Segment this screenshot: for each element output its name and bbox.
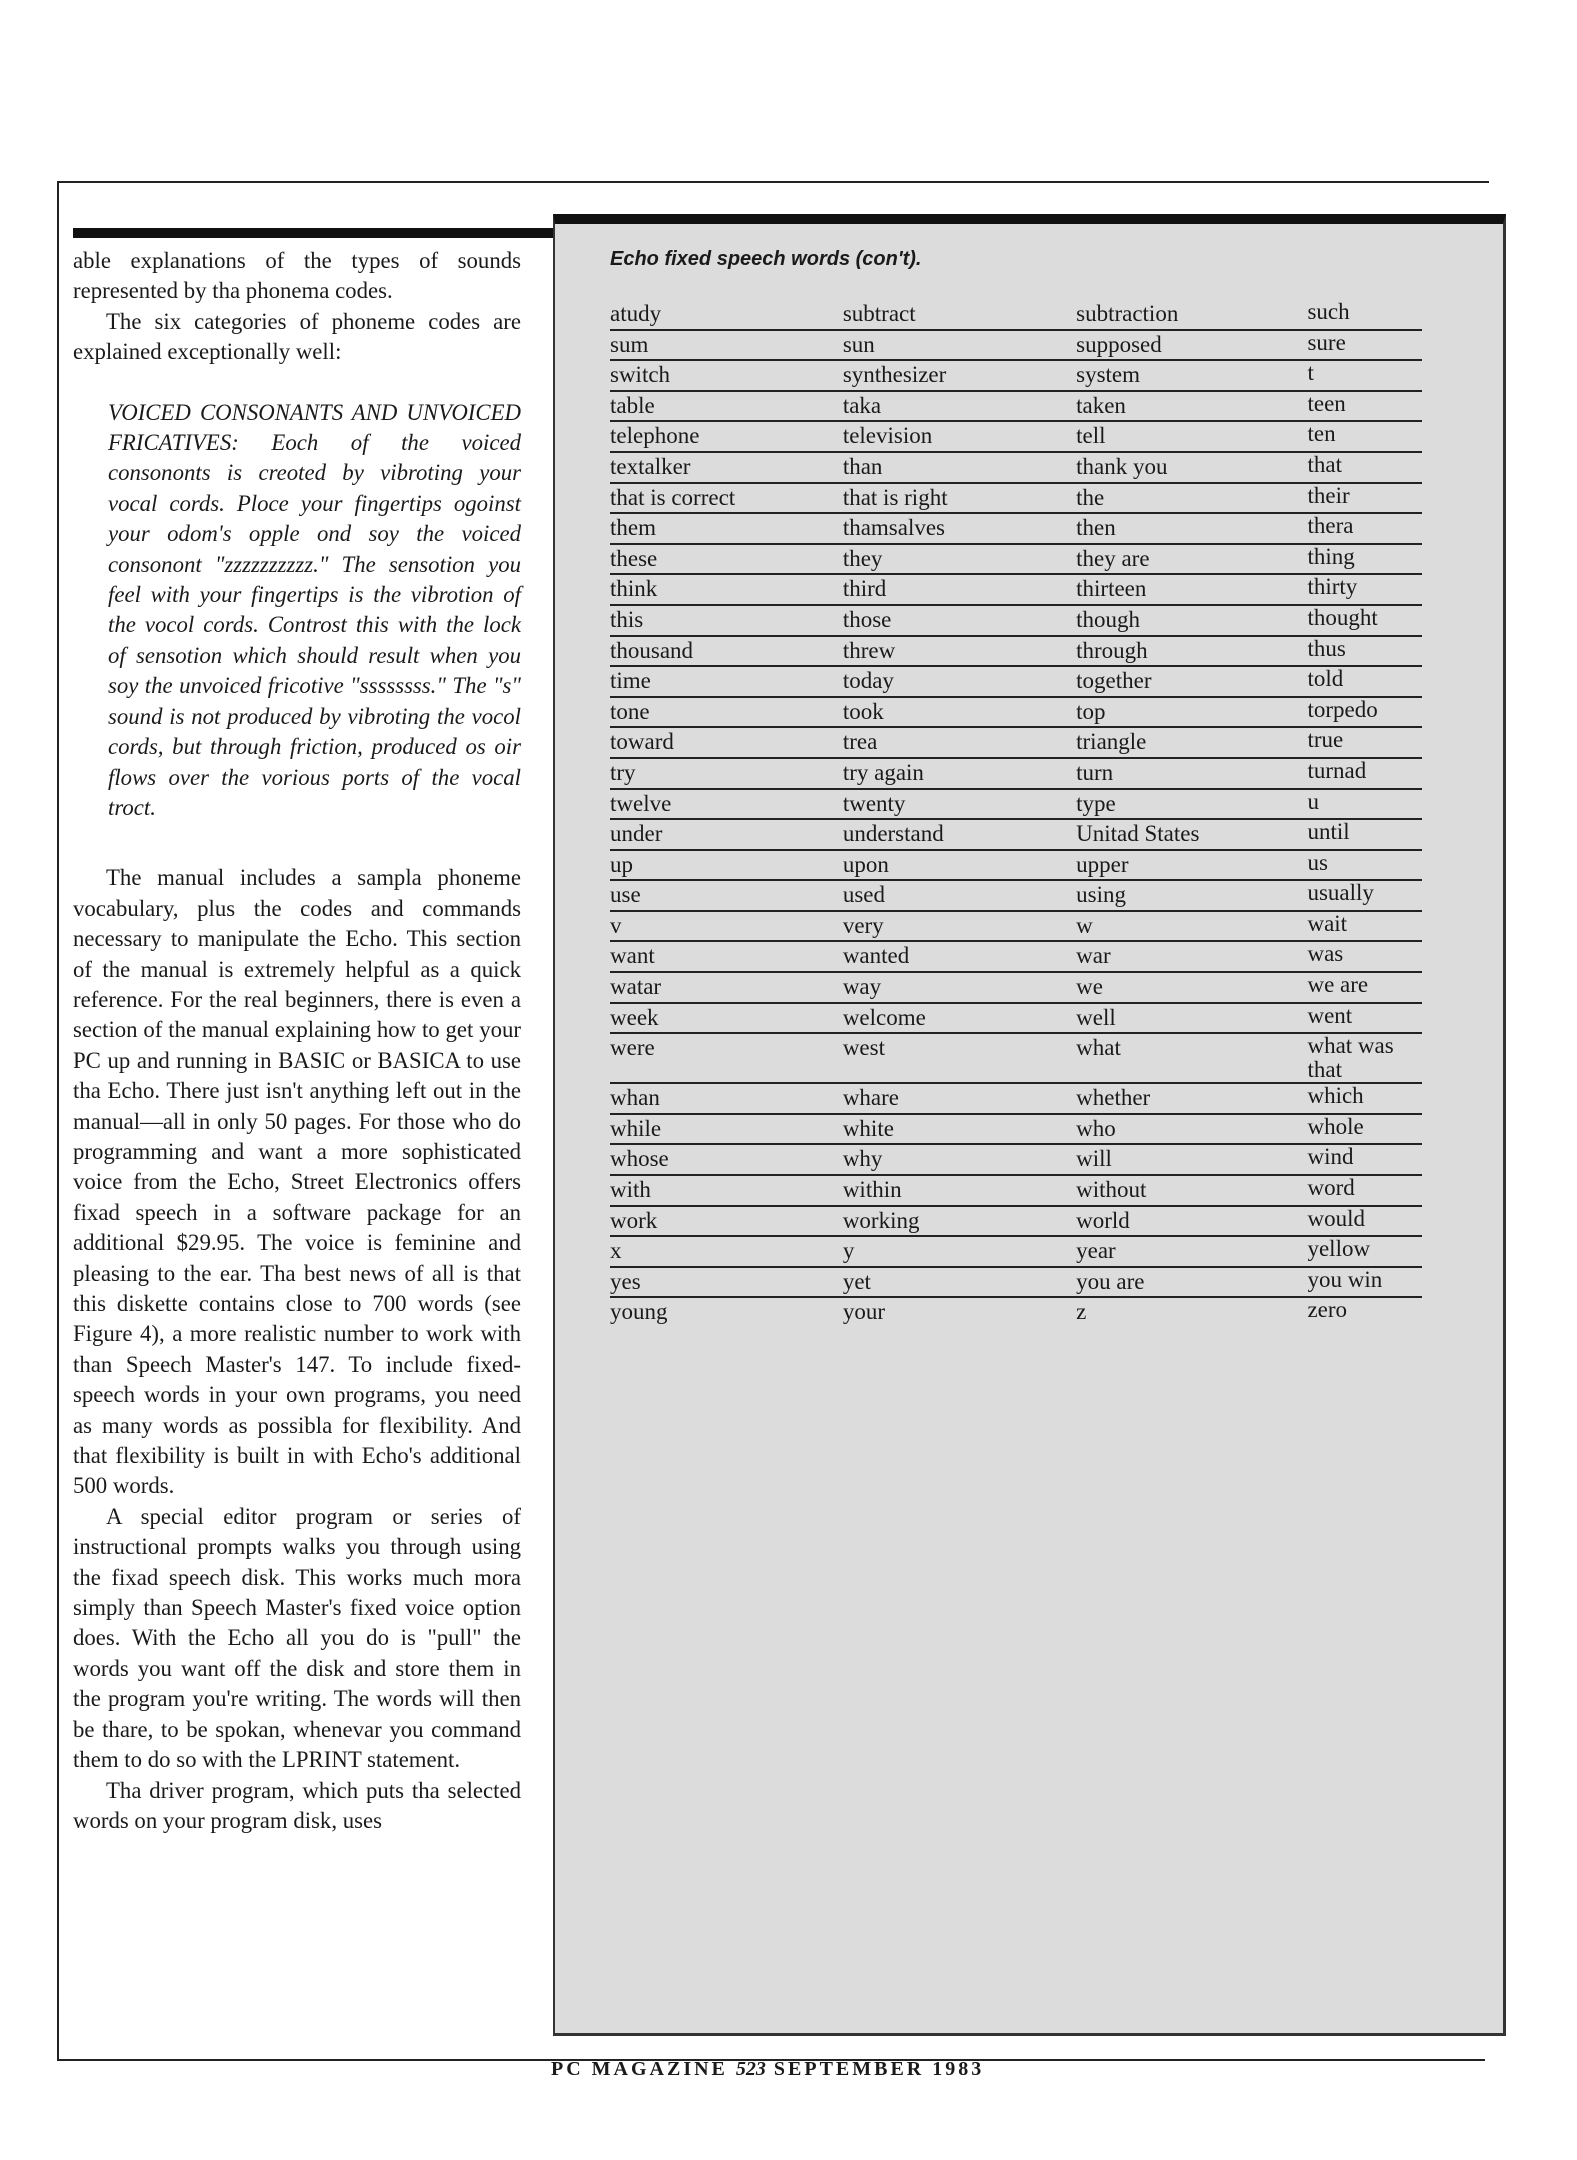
table-cell: understand xyxy=(843,819,1076,850)
table-cell: young xyxy=(610,1299,668,1325)
table-cell: us xyxy=(1307,850,1422,881)
table-cell: why xyxy=(843,1144,1076,1175)
table-cell: think xyxy=(610,574,843,605)
table-cell: whether xyxy=(1076,1083,1307,1114)
table-cell: war xyxy=(1076,941,1307,972)
table-cell: w xyxy=(1076,911,1307,942)
table-row xyxy=(610,452,1422,483)
table-row xyxy=(610,544,1422,575)
table-cell: week xyxy=(610,1003,843,1034)
table-cell: yes xyxy=(610,1267,843,1298)
table-cell: up xyxy=(610,850,843,881)
table-cell: wanted xyxy=(843,941,1076,972)
table-cell: use xyxy=(610,880,843,911)
table-cell: way xyxy=(843,972,1076,1003)
magazine-name: PC MAGAZINE xyxy=(551,2058,728,2080)
table-cell: t xyxy=(1307,360,1422,391)
table-cell: system xyxy=(1076,360,1307,391)
table-cell: which xyxy=(1307,1083,1422,1114)
table-cell: type xyxy=(1076,789,1307,820)
table-cell: wind xyxy=(1307,1144,1422,1175)
table-cell: year xyxy=(1076,1236,1307,1267)
table-row xyxy=(610,1033,1422,1083)
table-cell: thing xyxy=(1307,544,1422,575)
table-cell: television xyxy=(843,421,1076,452)
table-cell: what was that xyxy=(1307,1033,1422,1083)
table-cell: your xyxy=(842,1299,885,1325)
figure-panel xyxy=(553,214,1506,2036)
paragraph-3: The manual includes a sampla phoneme vocabulary, plus the codes and commands necessary to manipulate the Echo. This section of the manual is extremely helpful as a quick reference. For the real beginners, there is even a section of the manual explaining how to get your PC up and running in BASIC or BASICA to use tha Echo. There just isn't anything left out in the manual—all in only 50 pages. For those who do programming and want a more sophisticated voice from the Echo, Street Electronics offers fixad speech in a software package for an additional $29.95. The voice is feminine and pleasing to the ear. Tha best news of all is that this diskette contains close to 700 words (see Figure 4), a more realistic number to work with than Speech Master's 147. To include fixed-speech words in your own programs, you need as many words as possibla for flexibility. And that flexibility is built in with Echo's additional 500 words. xyxy=(73,865,521,1499)
table-cell: using xyxy=(1076,880,1307,911)
table-cell: top xyxy=(1076,697,1307,728)
table-cell: we xyxy=(1076,972,1307,1003)
paragraph-5: Tha driver program, which puts tha selected words on your program disk, uses xyxy=(73,1777,521,1833)
table-row xyxy=(610,1114,1422,1145)
table-cell: that is correct xyxy=(610,483,843,514)
table-cell: through xyxy=(1076,636,1307,667)
table-cell: until xyxy=(1307,819,1422,850)
table-cell: working xyxy=(843,1206,1076,1237)
table-cell: taka xyxy=(843,391,1076,422)
table-cell: than xyxy=(843,452,1076,483)
table-cell: sum xyxy=(610,330,843,361)
table-cell: world xyxy=(1076,1206,1307,1237)
table-row xyxy=(610,391,1422,422)
table-cell: synthesizer xyxy=(843,360,1076,391)
table-cell: these xyxy=(610,544,843,575)
table-cell: subtract xyxy=(843,300,1076,330)
table-cell: sun xyxy=(843,330,1076,361)
table-cell: time xyxy=(610,666,843,697)
table-cell: took xyxy=(843,697,1076,728)
table-cell: thirty xyxy=(1307,574,1422,605)
table-cell: y xyxy=(843,1236,1076,1267)
table-cell: trea xyxy=(843,727,1076,758)
table-row xyxy=(610,1236,1422,1267)
table-cell: what xyxy=(1076,1033,1307,1083)
table-cell: u xyxy=(1307,789,1422,820)
word-table xyxy=(610,300,1422,1327)
table-cell: Unitad States xyxy=(1076,819,1307,850)
table-cell: zero xyxy=(1307,1297,1348,1323)
paragraph-1: able explanations of the types of sounds represented by tha phonema codes. xyxy=(73,248,521,304)
table-cell: those xyxy=(843,605,1076,636)
table-row xyxy=(610,850,1422,881)
table-cell: want xyxy=(610,941,843,972)
table-row xyxy=(610,1267,1422,1298)
table-cell: taken xyxy=(1076,391,1307,422)
table-cell: will xyxy=(1076,1144,1307,1175)
table-cell: triangle xyxy=(1076,727,1307,758)
table-row xyxy=(610,972,1422,1003)
table-cell: very xyxy=(843,911,1076,942)
table-cell: then xyxy=(1076,513,1307,544)
table-cell: turnad xyxy=(1307,758,1422,789)
table-cell: twelve xyxy=(610,789,843,820)
table-cell: their xyxy=(1307,483,1422,514)
table-cell: told xyxy=(1307,666,1422,697)
table-row xyxy=(610,1175,1422,1206)
table-row xyxy=(610,1206,1422,1237)
table-cell: without xyxy=(1076,1175,1307,1206)
table-cell: who xyxy=(1076,1114,1307,1145)
table-cell: table xyxy=(610,391,843,422)
page-footer xyxy=(551,2058,991,2081)
table-cell: ten xyxy=(1307,421,1422,452)
table-cell: teen xyxy=(1307,391,1422,422)
table-cell: used xyxy=(843,880,1076,911)
table-cell: you are xyxy=(1076,1267,1307,1298)
table-cell: word xyxy=(1307,1175,1422,1206)
table-row xyxy=(610,574,1422,605)
table-cell: subtraction xyxy=(1076,300,1307,330)
table-cell: whare xyxy=(843,1083,1076,1114)
paragraph-2: The six categories of phoneme codes are explained exceptionally well: xyxy=(73,308,521,365)
table-row xyxy=(610,300,1422,330)
table-cell: try again xyxy=(843,758,1076,789)
table-row xyxy=(610,941,1422,972)
column-bar xyxy=(73,228,553,238)
page-number: 523 xyxy=(735,2058,766,2080)
table-cell: try xyxy=(610,758,843,789)
table-cell: watar xyxy=(610,972,843,1003)
table-cell: under xyxy=(610,819,843,850)
table-row xyxy=(610,789,1422,820)
table-cell: true xyxy=(1307,727,1422,758)
table-row xyxy=(610,911,1422,942)
table-cell: west xyxy=(843,1033,1076,1083)
table-row xyxy=(610,1144,1422,1175)
table-cell: supposed xyxy=(1076,330,1307,361)
table-row xyxy=(610,819,1422,850)
table-cell: would xyxy=(1307,1206,1422,1237)
table-cell: telephone xyxy=(610,421,843,452)
table-row xyxy=(610,727,1422,758)
table-cell: thus xyxy=(1307,636,1422,667)
paragraph-4: A special editor program or series of instructional prompts walks you through using the fixad speech disk. This works much mora simply than Speech Master's fixed voice option does. With the Echo all you do is "pull" the words you want off the disk and store them in the program you're writing. The words will then be thare, to be spokan, whenevar you command them to do so with the LPRINT statement. xyxy=(73,1503,521,1773)
table-cell: upon xyxy=(843,850,1076,881)
table-cell: yellow xyxy=(1307,1236,1422,1267)
table-cell: white xyxy=(843,1114,1076,1145)
table-cell: thamsalves xyxy=(843,513,1076,544)
table-cell: z xyxy=(1076,1299,1087,1325)
table-cell: though xyxy=(1076,605,1307,636)
table-cell: that xyxy=(1307,452,1422,483)
table-cell: welcome xyxy=(843,1003,1076,1034)
table-cell: together xyxy=(1076,666,1307,697)
table-row xyxy=(610,513,1422,544)
table-cell: you win xyxy=(1307,1267,1422,1298)
table-cell: we are xyxy=(1307,972,1422,1003)
table-cell: went xyxy=(1307,1003,1422,1034)
table-cell: with xyxy=(610,1175,843,1206)
table-cell: whole xyxy=(1307,1114,1422,1145)
table-row xyxy=(610,1003,1422,1034)
table-cell: usually xyxy=(1307,880,1422,911)
table-cell: toward xyxy=(610,727,843,758)
table-cell: today xyxy=(843,666,1076,697)
table-cell: switch xyxy=(610,360,843,391)
table-cell: twenty xyxy=(843,789,1076,820)
table-cell: thought xyxy=(1307,605,1422,636)
table-row xyxy=(610,360,1422,391)
table-cell: within xyxy=(843,1175,1076,1206)
table-cell: were xyxy=(610,1033,843,1083)
table-cell: v xyxy=(610,911,843,942)
table-cell: they are xyxy=(1076,544,1307,575)
table-row xyxy=(610,483,1422,514)
table-cell: while xyxy=(610,1114,843,1145)
table-row xyxy=(610,697,1422,728)
table-cell: thera xyxy=(1307,513,1422,544)
table-row xyxy=(610,758,1422,789)
table-row xyxy=(610,636,1422,667)
table-cell: work xyxy=(610,1206,843,1237)
table-cell: them xyxy=(610,513,843,544)
table-cell: textalker xyxy=(610,452,843,483)
table-cell: atudy xyxy=(610,300,843,330)
table-cell: tell xyxy=(1076,421,1307,452)
table-cell: threw xyxy=(843,636,1076,667)
table-cell: tone xyxy=(610,697,843,728)
table-cell: x xyxy=(610,1236,843,1267)
figure-title: Echo fixed speech words (con't). xyxy=(610,248,922,270)
table-cell: they xyxy=(843,544,1076,575)
table-row xyxy=(610,666,1422,697)
table-cell: whan xyxy=(610,1083,843,1114)
table-cell: turn xyxy=(1076,758,1307,789)
table-cell: thousand xyxy=(610,636,843,667)
table-row xyxy=(610,1297,1422,1327)
table-cell: sure xyxy=(1307,330,1422,361)
table-cell: well xyxy=(1076,1003,1307,1034)
table-cell: was xyxy=(1307,941,1422,972)
table-cell: whose xyxy=(610,1144,843,1175)
table-cell: thank you xyxy=(1076,452,1307,483)
table-row xyxy=(610,421,1422,452)
article-column xyxy=(73,246,521,1836)
table-cell: yet xyxy=(843,1267,1076,1298)
table-cell: upper xyxy=(1076,850,1307,881)
table-row xyxy=(610,605,1422,636)
table-row xyxy=(610,1083,1422,1114)
table-cell: torpedo xyxy=(1307,697,1422,728)
table-cell: wait xyxy=(1307,911,1422,942)
table-cell: thirteen xyxy=(1076,574,1307,605)
table-cell: that is right xyxy=(843,483,1076,514)
table-row xyxy=(610,330,1422,361)
quoted-excerpt: VOICED CONSONANTS AND UNVOICED FRICATIVES: Eoch of the voiced consononts is creoted by vibroting your vocal cords. Ploce your fingertips ogoinst your odom's opple ond soy the voiced consonont "zzzzzzzzzz." The sensotion you feel with your fingertips is the vibrotion of the vocol cords. Controst this with the lock of sensotion which should result when you soy the unvoiced fricotive "ssssssss." The "s" sound is not produced by vibroting the vocol cords, but through friction, produced os oir flows over the vorious ports of the vocal troct. xyxy=(108,399,521,820)
table-cell: third xyxy=(843,574,1076,605)
issue-date: SEPTEMBER 1983 xyxy=(773,2058,985,2080)
table-cell: this xyxy=(610,605,843,636)
table-row xyxy=(610,880,1422,911)
table-cell: the xyxy=(1076,483,1307,514)
table-cell: such xyxy=(1307,300,1422,330)
